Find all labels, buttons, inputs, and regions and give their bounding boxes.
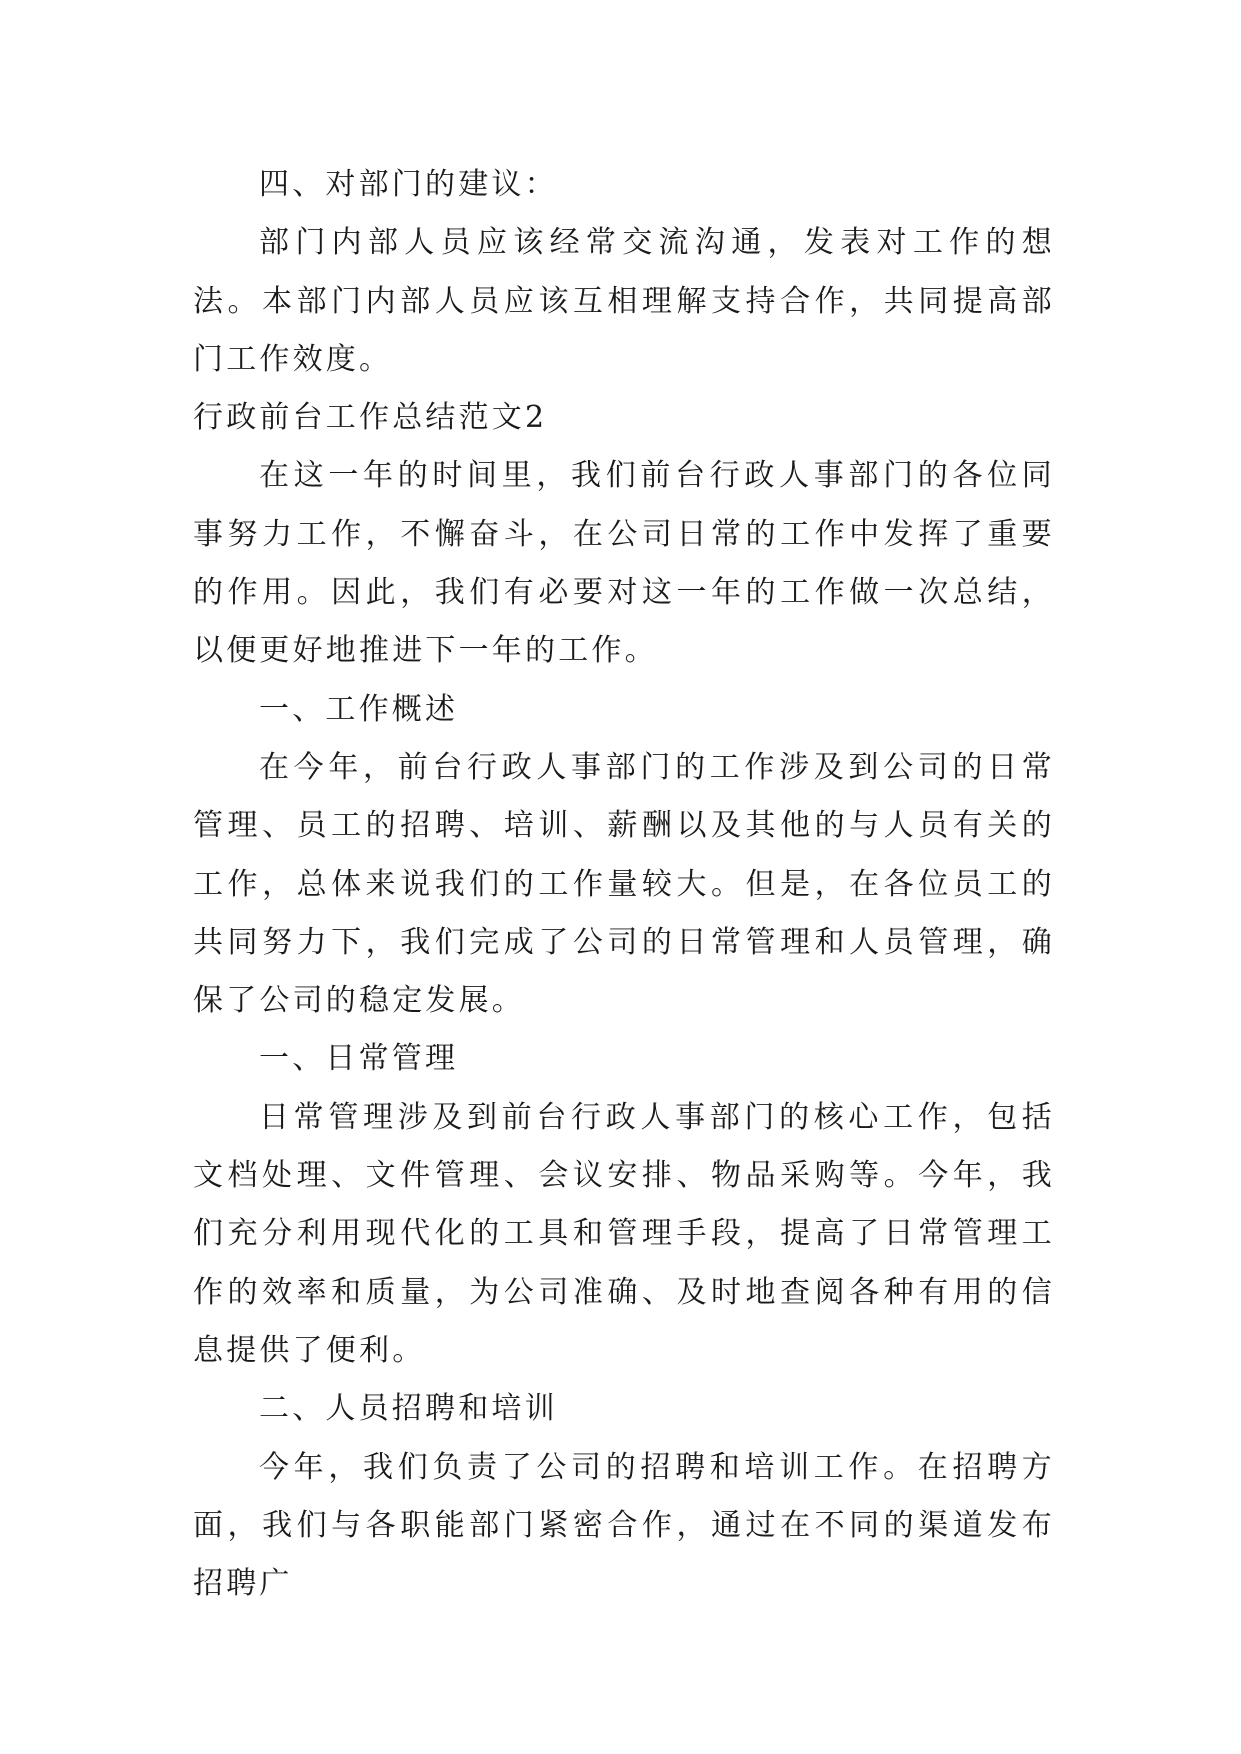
section-heading-suggestions: 四、对部门的建议： xyxy=(259,167,558,202)
section-heading-daily-management: 一、日常管理 xyxy=(259,1041,459,1077)
paragraph-recruitment: 今年，我们负责了公司的招聘和培训工作。在招聘方面，我们与各职能部门紧密合作，通过在不同的渠道发布招聘广 xyxy=(193,1449,1055,1602)
paragraph-daily-management: 日常管理涉及到前台行政人事部门的核心工作，包括文档处理、文件管理、会议安排、物品采购等。今年，我们充分利用现代化的工具和管理手段，提高了日常管理工作的效率和质量，为公司准确、及时地查阅各种有用的信息提供了便利。 xyxy=(193,1099,1055,1368)
document-body xyxy=(193,156,1055,1613)
section-heading-recruitment: 二、人员招聘和培训 xyxy=(259,1391,558,1427)
paragraph-intro: 在这一年的时间里，我们前台行政人事部门的各位同事努力工作，不懈奋斗，在公司日常的工作中发挥了重要的作用。因此，我们有必要对这一年的工作做一次总结，以便更好地推进下一年的工作。 xyxy=(193,458,1055,669)
paragraph-suggestions: 部门内部人员应该经常交流沟通，发表对工作的想法。本部门内部人员应该互相理解支持合作，共同提高部门工作效度。 xyxy=(193,225,1055,377)
article-title: 行政前台工作总结范文2 xyxy=(193,400,548,436)
section-heading-overview: 一、工作概述 xyxy=(259,691,459,727)
paragraph-overview: 在今年，前台行政人事部门的工作涉及到公司的日常管理、员工的招聘、培训、薪酬以及其他的与人员有关的工作，总体来说我们的工作量较大。但是，在各位员工的共同努力下，我们完成了公司的日常管理和人员管理，确保了公司的稳定发展。 xyxy=(193,749,1055,1019)
